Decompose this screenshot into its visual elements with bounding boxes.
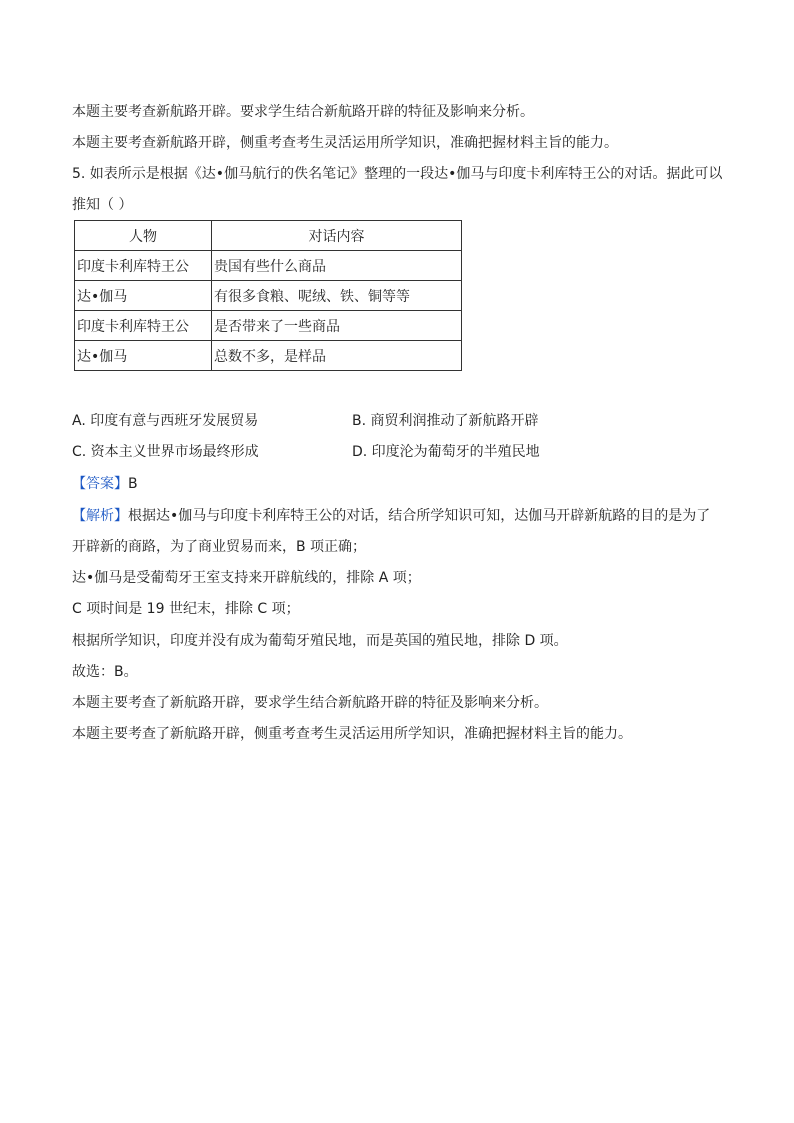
- analysis-line: C 项时间是 19 世纪末，排除 C 项；: [72, 601, 300, 617]
- header-content: 对话内容: [212, 221, 462, 251]
- table-row: [75, 251, 462, 281]
- answer-line: [72, 474, 138, 494]
- table-header-row: [75, 221, 462, 251]
- option-b: B. 商贸利润推动了新航路开辟: [352, 413, 539, 429]
- table-row: [75, 311, 462, 341]
- analysis-line: 达•伽马是受葡萄牙王室支持来开辟航线的，排除 A 项；: [72, 570, 421, 586]
- answer-value: B: [128, 476, 138, 492]
- table-row: [75, 281, 462, 311]
- header-person: 人物: [75, 221, 212, 251]
- analysis-line: 开辟新的商路，为了商业贸易而来，B 项正确；: [72, 539, 367, 555]
- analysis-tag: 【解析】: [72, 508, 128, 524]
- analysis-line-1: [72, 506, 710, 526]
- question-line-2: 推知（ ）: [72, 197, 133, 213]
- intro-line-2: 本题主要考查新航路开辟，侧重考查考生灵活运用所学知识，准确把握材料主旨的能力。: [72, 135, 618, 151]
- intro-line-1: 本题主要考查新航路开辟。要求学生结合新航路开辟的特征及影响来分析。: [72, 104, 534, 120]
- cell-person: 印度卡利库特王公: [75, 251, 212, 281]
- cell-content: 有很多食粮、呢绒、铁、铜等等: [212, 281, 462, 311]
- option-a: A. 印度有意与西班牙发展贸易: [72, 413, 259, 429]
- cell-content: 总数不多，是样品: [212, 341, 462, 371]
- cell-person: 达•伽马: [75, 341, 212, 371]
- question-line-1: 5. 如表所示是根据《达•伽马航行的佚名笔记》整理的一段达•伽马与印度卡利库特王公的对话。据此可以: [72, 166, 723, 182]
- cell-content: 贵国有些什么商品: [212, 251, 462, 281]
- table-row: [75, 341, 462, 371]
- analysis-line: 根据所学知识，印度并没有成为葡萄牙殖民地，而是英国的殖民地，排除 D 项。: [72, 633, 568, 649]
- option-c: C. 资本主义世界市场最终形成: [72, 444, 259, 460]
- analysis-line: 本题主要考查了新航路开辟，要求学生结合新航路开辟的特征及影响来分析。: [72, 695, 548, 711]
- analysis-line: 本题主要考查了新航路开辟，侧重考查考生灵活运用所学知识，准确把握材料主旨的能力。: [72, 726, 632, 742]
- answer-tag: 【答案】: [72, 476, 128, 492]
- option-d: D. 印度沦为葡萄牙的半殖民地: [352, 444, 540, 460]
- dialogue-table: [74, 220, 462, 371]
- cell-person: 印度卡利库特王公: [75, 311, 212, 341]
- analysis-text: 根据达•伽马与印度卡利库特王公的对话，结合所学知识可知，达伽马开辟新航路的目的是为了: [128, 508, 711, 524]
- analysis-line: 故选：B。: [72, 664, 138, 680]
- cell-person: 达•伽马: [75, 281, 212, 311]
- cell-content: 是否带来了一些商品: [212, 311, 462, 341]
